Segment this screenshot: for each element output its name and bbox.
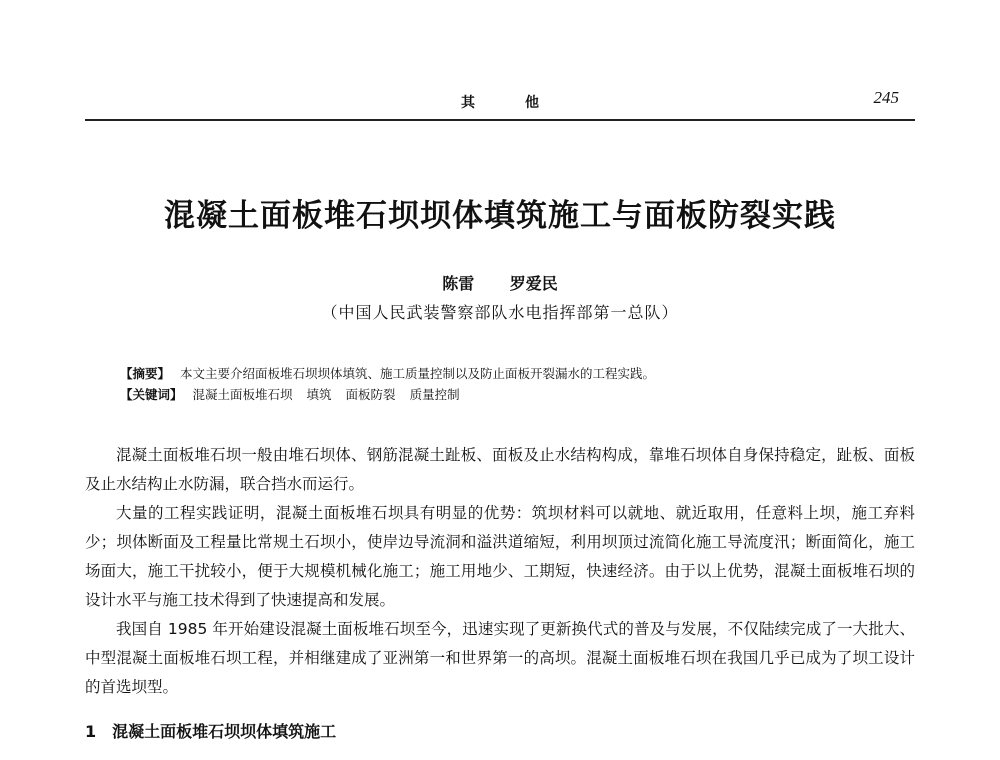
section-title: 混凝土面板堆石坝坝体填筑施工 xyxy=(112,722,337,741)
keywords-label: 【关键词】 xyxy=(120,387,183,402)
section-number: 1 xyxy=(85,722,97,741)
abstract-text: 本文主要介绍面板堆石坝坝体填筑、施工质量控制以及防止面板开裂漏水的工程实践。 xyxy=(180,366,656,381)
body-paragraph: 我国自 1985 年开始建设混凝土面板堆石坝至今，迅速实现了更新换代式的普及与发展，不仅陆续完成了一大批大、中型混凝土面板堆石坝工程，并相继建成了亚洲第一和世界第一的高坝。混凝土面板堆石坝在我国几乎已成为了坝工设计的首选坝型。 xyxy=(85,620,915,696)
body-text xyxy=(85,441,915,702)
keyword: 混凝土面板堆石坝 xyxy=(192,387,293,402)
keyword: 填筑 xyxy=(306,387,332,402)
article-authors: 陈雷 罗爱民 xyxy=(442,274,558,293)
article-title: 混凝土面板堆石坝坝体填筑施工与面板防裂实践 xyxy=(164,198,836,234)
abstract-block xyxy=(120,363,920,405)
keyword: 面板防裂 xyxy=(345,387,396,402)
body-paragraph: 混凝土面板堆石坝一般由堆石坝体、钢筋混凝土趾板、面板及止水结构构成，靠堆石坝体自身保持稳定，趾板、面板及止水结构止水防漏，联合挡水而运行。 xyxy=(85,446,915,493)
section-heading xyxy=(85,719,336,742)
running-header xyxy=(85,82,915,122)
keyword: 质量控制 xyxy=(409,387,460,402)
keywords-row xyxy=(120,384,920,405)
article-affiliation: （中国人民武装警察部队水电指挥部第一总队） xyxy=(321,303,679,322)
abstract-row xyxy=(120,363,920,384)
page-number: 245 xyxy=(873,88,899,107)
header-rule xyxy=(85,119,915,121)
abstract-label: 【摘要】 xyxy=(120,366,171,381)
running-header-section: 其他 xyxy=(461,95,589,111)
body-paragraph: 大量的工程实践证明，混凝土面板堆石坝具有明显的优势：筑坝材料可以就地、就近取用，任意料上坝，施工弃料少；坝体断面及工程量比常规土石坝小，使岸边导流洞和溢洪道缩短，利用坝顶过流简化施工导流度汛；断面简化，施工场面大，施工干扰较小，便于大规模机械化施工；施工用地少、工期短，快速经济。由于以上优势，混凝土面板堆石坝的设计水平与施工技术得到了快速提高和发展。 xyxy=(85,504,915,609)
